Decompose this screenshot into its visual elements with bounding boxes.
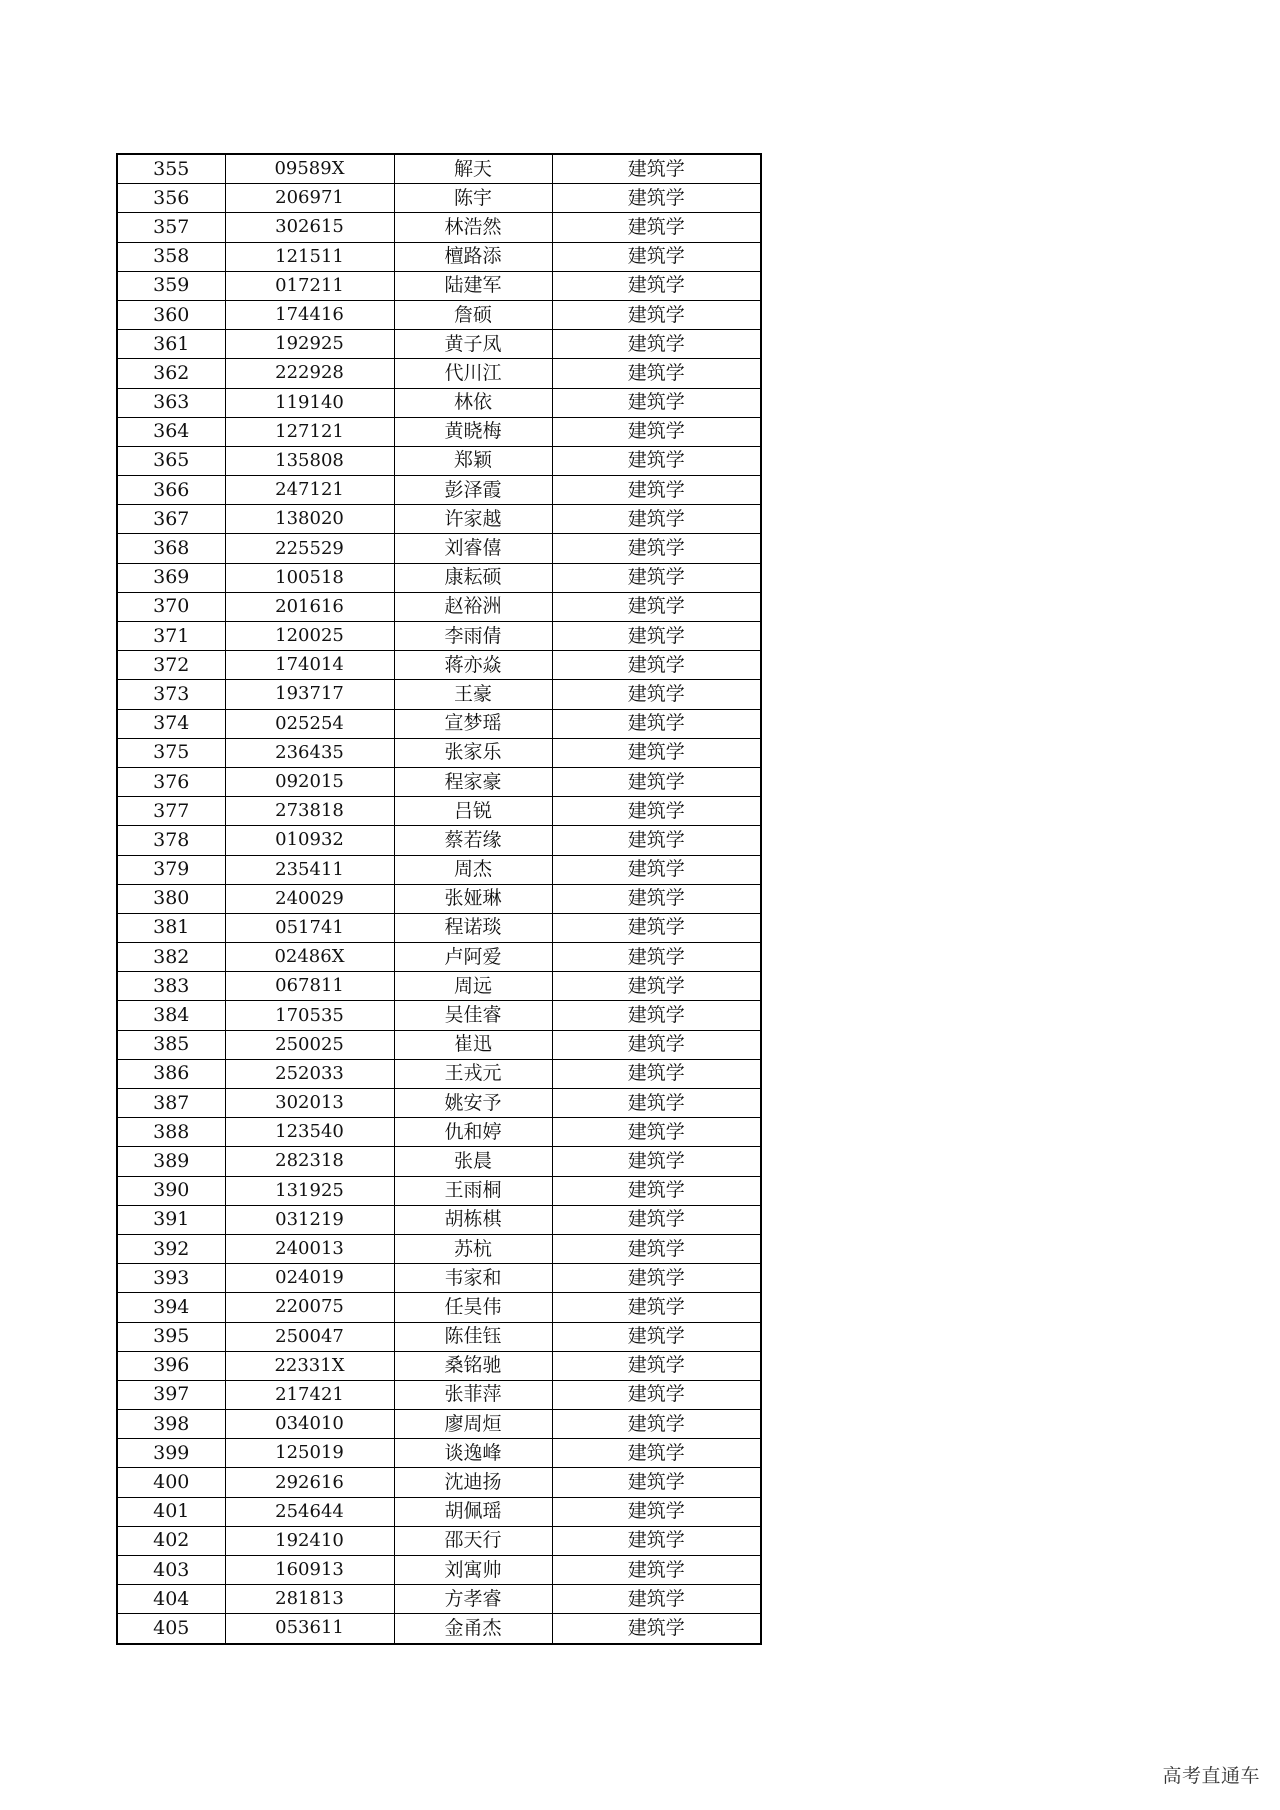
table-row — [117, 972, 761, 1001]
row-number-cell: 392 — [117, 1234, 225, 1263]
row-number-cell: 402 — [117, 1526, 225, 1555]
table-row — [117, 446, 761, 475]
candidate-id-cell: 240013 — [225, 1234, 394, 1263]
student-name-cell: 宣梦瑶 — [394, 709, 552, 738]
candidate-id-cell: 193717 — [225, 680, 394, 709]
candidate-id-cell: 034010 — [225, 1410, 394, 1439]
student-name-cell: 李雨倩 — [394, 622, 552, 651]
candidate-id-cell: 192410 — [225, 1526, 394, 1555]
student-name-cell: 张晨 — [394, 1147, 552, 1176]
student-name-cell: 程诺琰 — [394, 913, 552, 942]
major-cell: 建筑学 — [552, 1001, 761, 1030]
row-number-cell: 398 — [117, 1410, 225, 1439]
major-cell: 建筑学 — [552, 1351, 761, 1380]
candidate-id-cell: 225529 — [225, 534, 394, 563]
row-number-cell: 404 — [117, 1585, 225, 1614]
table-row — [117, 855, 761, 884]
major-cell: 建筑学 — [552, 563, 761, 592]
candidate-id-cell: 131925 — [225, 1176, 394, 1205]
major-cell: 建筑学 — [552, 709, 761, 738]
candidate-id-cell: 010932 — [225, 826, 394, 855]
table-row — [117, 1176, 761, 1205]
row-number-cell: 403 — [117, 1556, 225, 1585]
major-cell: 建筑学 — [552, 1176, 761, 1205]
table-row — [117, 476, 761, 505]
major-cell: 建筑学 — [552, 1059, 761, 1088]
student-name-cell: 康耘硕 — [394, 563, 552, 592]
table-row — [117, 913, 761, 942]
student-name-cell: 王豪 — [394, 680, 552, 709]
candidate-id-cell: 302615 — [225, 213, 394, 242]
table-row — [117, 505, 761, 534]
student-name-cell: 任昊伟 — [394, 1293, 552, 1322]
candidate-id-cell: 067811 — [225, 972, 394, 1001]
candidate-id-cell: 281813 — [225, 1585, 394, 1614]
row-number-cell: 368 — [117, 534, 225, 563]
candidate-id-cell: 252033 — [225, 1059, 394, 1088]
table-row — [117, 1118, 761, 1147]
major-cell: 建筑学 — [552, 1410, 761, 1439]
major-cell: 建筑学 — [552, 1147, 761, 1176]
table-row — [117, 1322, 761, 1351]
candidate-id-cell: 247121 — [225, 476, 394, 505]
student-name-cell: 苏杭 — [394, 1234, 552, 1263]
row-number-cell: 405 — [117, 1614, 225, 1644]
major-cell: 建筑学 — [552, 300, 761, 329]
table-row — [117, 1468, 761, 1497]
candidate-id-cell: 051741 — [225, 913, 394, 942]
row-number-cell: 355 — [117, 154, 225, 184]
student-name-cell: 吴佳睿 — [394, 1001, 552, 1030]
student-name-cell: 桑铭驰 — [394, 1351, 552, 1380]
major-cell: 建筑学 — [552, 1205, 761, 1234]
row-number-cell: 382 — [117, 943, 225, 972]
row-number-cell: 365 — [117, 446, 225, 475]
table-row — [117, 1410, 761, 1439]
candidate-id-cell: 024019 — [225, 1264, 394, 1293]
row-number-cell: 362 — [117, 359, 225, 388]
major-cell: 建筑学 — [552, 184, 761, 213]
student-name-cell: 詹硕 — [394, 300, 552, 329]
major-cell: 建筑学 — [552, 855, 761, 884]
table-row — [117, 1526, 761, 1555]
major-cell: 建筑学 — [552, 213, 761, 242]
candidate-id-cell: 031219 — [225, 1205, 394, 1234]
row-number-cell: 381 — [117, 913, 225, 942]
row-number-cell: 358 — [117, 242, 225, 271]
student-name-cell: 林依 — [394, 388, 552, 417]
candidate-id-cell: 127121 — [225, 417, 394, 446]
candidate-id-cell: 206971 — [225, 184, 394, 213]
student-name-cell: 方孝睿 — [394, 1585, 552, 1614]
table-row — [117, 1001, 761, 1030]
candidate-id-cell: 123540 — [225, 1118, 394, 1147]
candidate-id-cell: 250025 — [225, 1030, 394, 1059]
major-cell: 建筑学 — [552, 1497, 761, 1526]
candidate-id-cell: 302013 — [225, 1089, 394, 1118]
major-cell: 建筑学 — [552, 476, 761, 505]
student-name-cell: 蒋亦焱 — [394, 651, 552, 680]
table-row — [117, 767, 761, 796]
student-name-cell: 黄晓梅 — [394, 417, 552, 446]
table-row — [117, 417, 761, 446]
student-name-cell: 许家越 — [394, 505, 552, 534]
major-cell: 建筑学 — [552, 359, 761, 388]
major-cell: 建筑学 — [552, 1264, 761, 1293]
table-row — [117, 1147, 761, 1176]
table-row — [117, 1264, 761, 1293]
student-name-cell: 蔡若缘 — [394, 826, 552, 855]
row-number-cell: 377 — [117, 797, 225, 826]
major-cell: 建筑学 — [552, 446, 761, 475]
candidate-id-cell: 100518 — [225, 563, 394, 592]
table-row — [117, 651, 761, 680]
row-number-cell: 385 — [117, 1030, 225, 1059]
major-cell: 建筑学 — [552, 1380, 761, 1409]
major-cell: 建筑学 — [552, 242, 761, 271]
student-name-cell: 代川江 — [394, 359, 552, 388]
row-number-cell: 401 — [117, 1497, 225, 1526]
table-row — [117, 242, 761, 271]
major-cell: 建筑学 — [552, 680, 761, 709]
student-name-cell: 程家豪 — [394, 767, 552, 796]
table-row — [117, 1293, 761, 1322]
student-name-cell: 陈宇 — [394, 184, 552, 213]
major-cell: 建筑学 — [552, 622, 761, 651]
student-name-cell: 姚安予 — [394, 1089, 552, 1118]
table-row — [117, 943, 761, 972]
candidate-id-cell: 160913 — [225, 1556, 394, 1585]
table-row — [117, 1030, 761, 1059]
major-cell: 建筑学 — [552, 1468, 761, 1497]
row-number-cell: 389 — [117, 1147, 225, 1176]
candidate-id-cell: 119140 — [225, 388, 394, 417]
row-number-cell: 388 — [117, 1118, 225, 1147]
candidate-id-cell: 235411 — [225, 855, 394, 884]
major-cell: 建筑学 — [552, 271, 761, 300]
student-name-cell: 吕锐 — [394, 797, 552, 826]
student-name-cell: 彭泽霞 — [394, 476, 552, 505]
major-cell: 建筑学 — [552, 1526, 761, 1555]
table-row — [117, 1059, 761, 1088]
student-name-cell: 檀路添 — [394, 242, 552, 271]
candidate-id-cell: 254644 — [225, 1497, 394, 1526]
row-number-cell: 374 — [117, 709, 225, 738]
major-cell: 建筑学 — [552, 738, 761, 767]
candidate-id-cell: 273818 — [225, 797, 394, 826]
table-row — [117, 388, 761, 417]
row-number-cell: 373 — [117, 680, 225, 709]
major-cell: 建筑学 — [552, 1089, 761, 1118]
major-cell: 建筑学 — [552, 1322, 761, 1351]
roster-table-body — [117, 154, 761, 1644]
candidate-id-cell: 217421 — [225, 1380, 394, 1409]
student-name-cell: 王雨桐 — [394, 1176, 552, 1205]
row-number-cell: 372 — [117, 651, 225, 680]
candidate-id-cell: 282318 — [225, 1147, 394, 1176]
major-cell: 建筑学 — [552, 1030, 761, 1059]
row-number-cell: 367 — [117, 505, 225, 534]
table-row — [117, 592, 761, 621]
major-cell: 建筑学 — [552, 592, 761, 621]
table-row — [117, 1556, 761, 1585]
student-name-cell: 陆建军 — [394, 271, 552, 300]
table-row — [117, 884, 761, 913]
roster-sheet — [116, 153, 760, 1645]
candidate-id-cell: 220075 — [225, 1293, 394, 1322]
candidate-id-cell: 120025 — [225, 622, 394, 651]
student-name-cell: 谈逸峰 — [394, 1439, 552, 1468]
table-row — [117, 1585, 761, 1614]
student-name-cell: 周杰 — [394, 855, 552, 884]
major-cell: 建筑学 — [552, 651, 761, 680]
student-name-cell: 刘寓帅 — [394, 1556, 552, 1585]
major-cell: 建筑学 — [552, 943, 761, 972]
table-row — [117, 1089, 761, 1118]
row-number-cell: 375 — [117, 738, 225, 767]
major-cell: 建筑学 — [552, 1439, 761, 1468]
table-row — [117, 709, 761, 738]
table-row — [117, 826, 761, 855]
table-row — [117, 534, 761, 563]
row-number-cell: 386 — [117, 1059, 225, 1088]
row-number-cell: 366 — [117, 476, 225, 505]
candidate-id-cell: 240029 — [225, 884, 394, 913]
row-number-cell: 364 — [117, 417, 225, 446]
row-number-cell: 360 — [117, 300, 225, 329]
table-row — [117, 1497, 761, 1526]
student-name-cell: 崔迅 — [394, 1030, 552, 1059]
row-number-cell: 363 — [117, 388, 225, 417]
major-cell: 建筑学 — [552, 767, 761, 796]
candidate-id-cell: 025254 — [225, 709, 394, 738]
table-row — [117, 1205, 761, 1234]
major-cell: 建筑学 — [552, 1118, 761, 1147]
admission-roster-table — [116, 153, 762, 1645]
table-row — [117, 797, 761, 826]
row-number-cell: 394 — [117, 1293, 225, 1322]
student-name-cell: 卢阿爱 — [394, 943, 552, 972]
major-cell: 建筑学 — [552, 534, 761, 563]
table-row — [117, 622, 761, 651]
major-cell: 建筑学 — [552, 1585, 761, 1614]
student-name-cell: 林浩然 — [394, 213, 552, 242]
table-row — [117, 213, 761, 242]
row-number-cell: 390 — [117, 1176, 225, 1205]
row-number-cell: 369 — [117, 563, 225, 592]
candidate-id-cell: 174416 — [225, 300, 394, 329]
row-number-cell: 396 — [117, 1351, 225, 1380]
student-name-cell: 胡栋棋 — [394, 1205, 552, 1234]
table-row — [117, 1380, 761, 1409]
candidate-id-cell: 138020 — [225, 505, 394, 534]
table-row — [117, 359, 761, 388]
major-cell: 建筑学 — [552, 884, 761, 913]
candidate-id-cell: 192925 — [225, 330, 394, 359]
row-number-cell: 376 — [117, 767, 225, 796]
row-number-cell: 395 — [117, 1322, 225, 1351]
row-number-cell: 370 — [117, 592, 225, 621]
candidate-id-cell: 017211 — [225, 271, 394, 300]
candidate-id-cell: 125019 — [225, 1439, 394, 1468]
candidate-id-cell: 09589X — [225, 154, 394, 184]
row-number-cell: 356 — [117, 184, 225, 213]
student-name-cell: 王戎元 — [394, 1059, 552, 1088]
student-name-cell: 仇和婷 — [394, 1118, 552, 1147]
row-number-cell: 387 — [117, 1089, 225, 1118]
major-cell: 建筑学 — [552, 417, 761, 446]
student-name-cell: 张菲萍 — [394, 1380, 552, 1409]
major-cell: 建筑学 — [552, 797, 761, 826]
major-cell: 建筑学 — [552, 913, 761, 942]
student-name-cell: 金甬杰 — [394, 1614, 552, 1644]
candidate-id-cell: 201616 — [225, 592, 394, 621]
major-cell: 建筑学 — [552, 1556, 761, 1585]
row-number-cell: 359 — [117, 271, 225, 300]
major-cell: 建筑学 — [552, 505, 761, 534]
candidate-id-cell: 170535 — [225, 1001, 394, 1030]
major-cell: 建筑学 — [552, 972, 761, 1001]
student-name-cell: 刘睿僖 — [394, 534, 552, 563]
student-name-cell: 张家乐 — [394, 738, 552, 767]
candidate-id-cell: 092015 — [225, 767, 394, 796]
row-number-cell: 379 — [117, 855, 225, 884]
student-name-cell: 邵天行 — [394, 1526, 552, 1555]
table-row — [117, 154, 761, 184]
student-name-cell: 韦家和 — [394, 1264, 552, 1293]
candidate-id-cell: 053611 — [225, 1614, 394, 1644]
candidate-id-cell: 121511 — [225, 242, 394, 271]
table-row — [117, 271, 761, 300]
candidate-id-cell: 222928 — [225, 359, 394, 388]
row-number-cell: 399 — [117, 1439, 225, 1468]
major-cell: 建筑学 — [552, 154, 761, 184]
row-number-cell: 361 — [117, 330, 225, 359]
candidate-id-cell: 236435 — [225, 738, 394, 767]
major-cell: 建筑学 — [552, 330, 761, 359]
table-row — [117, 300, 761, 329]
row-number-cell: 397 — [117, 1380, 225, 1409]
student-name-cell: 张娅琳 — [394, 884, 552, 913]
candidate-id-cell: 174014 — [225, 651, 394, 680]
major-cell: 建筑学 — [552, 1293, 761, 1322]
table-row — [117, 563, 761, 592]
table-row — [117, 1439, 761, 1468]
row-number-cell: 378 — [117, 826, 225, 855]
table-row — [117, 1351, 761, 1380]
table-row — [117, 680, 761, 709]
student-name-cell: 赵裕洲 — [394, 592, 552, 621]
student-name-cell: 黄子凤 — [394, 330, 552, 359]
student-name-cell: 陈佳钰 — [394, 1322, 552, 1351]
student-name-cell: 廖周烜 — [394, 1410, 552, 1439]
student-name-cell: 郑颖 — [394, 446, 552, 475]
row-number-cell: 357 — [117, 213, 225, 242]
candidate-id-cell: 250047 — [225, 1322, 394, 1351]
table-row — [117, 330, 761, 359]
major-cell: 建筑学 — [552, 388, 761, 417]
candidate-id-cell: 135808 — [225, 446, 394, 475]
major-cell: 建筑学 — [552, 1614, 761, 1644]
student-name-cell: 周远 — [394, 972, 552, 1001]
table-row — [117, 184, 761, 213]
row-number-cell: 384 — [117, 1001, 225, 1030]
major-cell: 建筑学 — [552, 1234, 761, 1263]
row-number-cell: 371 — [117, 622, 225, 651]
candidate-id-cell: 22331X — [225, 1351, 394, 1380]
row-number-cell: 393 — [117, 1264, 225, 1293]
row-number-cell: 400 — [117, 1468, 225, 1497]
major-cell: 建筑学 — [552, 826, 761, 855]
student-name-cell: 沈迪扬 — [394, 1468, 552, 1497]
table-row — [117, 1614, 761, 1644]
table-row — [117, 1234, 761, 1263]
row-number-cell: 380 — [117, 884, 225, 913]
row-number-cell: 391 — [117, 1205, 225, 1234]
watermark-text: 高考直通车 — [1162, 1765, 1260, 1787]
student-name-cell: 胡佩瑶 — [394, 1497, 552, 1526]
student-name-cell: 解天 — [394, 154, 552, 184]
row-number-cell: 383 — [117, 972, 225, 1001]
table-row — [117, 738, 761, 767]
candidate-id-cell: 292616 — [225, 1468, 394, 1497]
candidate-id-cell: 02486X — [225, 943, 394, 972]
